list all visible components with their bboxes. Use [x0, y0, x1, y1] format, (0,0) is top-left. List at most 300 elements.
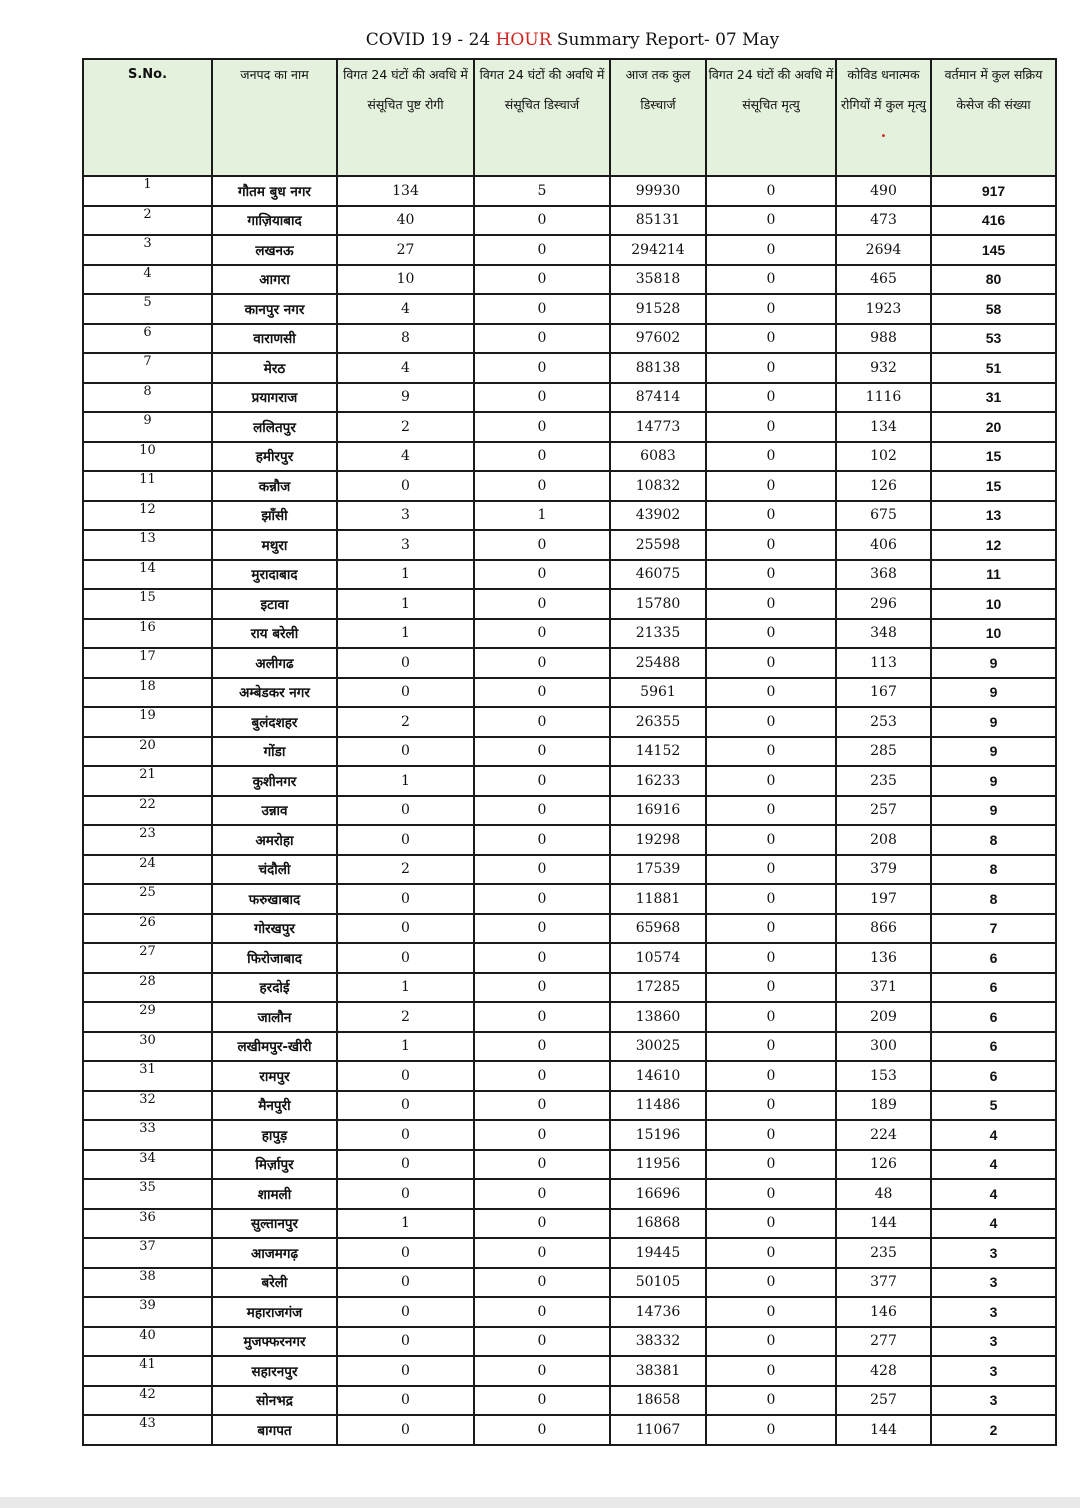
cell-total-discharge: 17539: [610, 855, 706, 885]
cell-new-deaths: 0: [706, 707, 836, 737]
cell-active: 12: [931, 530, 1056, 560]
cell-new-deaths: 0: [706, 501, 836, 531]
cell-sno: 22: [83, 796, 212, 826]
table-row: [83, 766, 1056, 796]
cell-district: वाराणसी: [212, 324, 337, 354]
cell-total-deaths: 146: [836, 1297, 931, 1327]
cell-active: 9: [931, 678, 1056, 708]
cell-district: महाराजगंज: [212, 1297, 337, 1327]
cell-new-discharge: 0: [474, 884, 610, 914]
cell-total-deaths: 1923: [836, 294, 931, 324]
cell-new-positive: 0: [337, 1386, 474, 1416]
cell-total-deaths: 113: [836, 648, 931, 678]
cell-new-deaths: 0: [706, 412, 836, 442]
cell-district: आगरा: [212, 265, 337, 295]
cell-active: 15: [931, 471, 1056, 501]
cell-total-discharge: 19445: [610, 1238, 706, 1268]
cell-new-discharge: 0: [474, 560, 610, 590]
cell-new-positive: 1: [337, 973, 474, 1003]
table-row: [83, 1002, 1056, 1032]
cell-total-deaths: 126: [836, 471, 931, 501]
cell-district: गाज़ियाबाद: [212, 206, 337, 236]
col-header-total-deaths: [836, 59, 931, 176]
cell-total-discharge: 16868: [610, 1209, 706, 1239]
cell-total-deaths: 490: [836, 176, 931, 206]
cell-new-positive: 0: [337, 1179, 474, 1209]
cell-total-discharge: 65968: [610, 914, 706, 944]
cell-new-positive: 0: [337, 1150, 474, 1180]
cell-sno: 36: [83, 1209, 212, 1239]
cell-new-discharge: 0: [474, 1179, 610, 1209]
cell-new-deaths: 0: [706, 884, 836, 914]
cell-sno: 33: [83, 1120, 212, 1150]
cell-district: सहारनपुर: [212, 1356, 337, 1386]
cell-new-deaths: 0: [706, 1238, 836, 1268]
cell-district: गौतम बुध नगर: [212, 176, 337, 206]
table-row: [83, 471, 1056, 501]
cell-new-positive: 0: [337, 1268, 474, 1298]
cell-total-deaths: 126: [836, 1150, 931, 1180]
cell-new-deaths: 0: [706, 619, 836, 649]
cell-sno: 42: [83, 1386, 212, 1416]
cell-district: मेरठ: [212, 353, 337, 383]
cell-active: 15: [931, 442, 1056, 472]
cell-sno: 10: [83, 442, 212, 472]
cell-new-positive: 2: [337, 707, 474, 737]
cell-total-deaths: 102: [836, 442, 931, 472]
cell-new-discharge: 0: [474, 383, 610, 413]
cell-new-positive: 0: [337, 1238, 474, 1268]
col-header-active: वर्तमान में कुल सक्रिय केसेज की संख्या: [931, 59, 1056, 176]
table-row: [83, 914, 1056, 944]
cell-total-discharge: 15196: [610, 1120, 706, 1150]
table-row: [83, 176, 1056, 206]
cell-total-discharge: 10832: [610, 471, 706, 501]
cell-total-discharge: 88138: [610, 353, 706, 383]
cell-new-deaths: 0: [706, 766, 836, 796]
cell-district: आजमगढ़: [212, 1238, 337, 1268]
table-row: [83, 324, 1056, 354]
cell-total-deaths: 189: [836, 1091, 931, 1121]
cell-total-discharge: 21335: [610, 619, 706, 649]
cell-total-deaths: 257: [836, 1386, 931, 1416]
cell-total-deaths: 300: [836, 1032, 931, 1062]
cell-new-positive: 3: [337, 530, 474, 560]
cell-total-deaths: 209: [836, 1002, 931, 1032]
cell-total-discharge: 14152: [610, 737, 706, 767]
cell-total-deaths: 235: [836, 766, 931, 796]
cell-sno: 9: [83, 412, 212, 442]
cell-active: 10: [931, 619, 1056, 649]
table-row: [83, 1150, 1056, 1180]
cell-total-deaths: 296: [836, 589, 931, 619]
cell-new-discharge: 0: [474, 206, 610, 236]
cell-sno: 12: [83, 501, 212, 531]
cell-new-deaths: 0: [706, 1179, 836, 1209]
cell-new-deaths: 0: [706, 914, 836, 944]
cell-total-discharge: 99930: [610, 176, 706, 206]
cell-new-positive: 0: [337, 1120, 474, 1150]
table-row: [83, 796, 1056, 826]
cell-new-discharge: 0: [474, 530, 610, 560]
cell-total-deaths: 866: [836, 914, 931, 944]
cell-district: अलीगढ: [212, 648, 337, 678]
cell-new-deaths: 0: [706, 206, 836, 236]
col-header-new-deaths: विगत 24 घंटों की अवधि में संसूचित मृत्यु: [706, 59, 836, 176]
cell-total-deaths: 348: [836, 619, 931, 649]
cell-new-discharge: 0: [474, 412, 610, 442]
cell-new-deaths: 0: [706, 1150, 836, 1180]
cell-total-deaths: 277: [836, 1327, 931, 1357]
table-row: [83, 1061, 1056, 1091]
cell-district: अमरोहा: [212, 825, 337, 855]
cell-district: मिर्ज़ापुर: [212, 1150, 337, 1180]
cell-district: मैनपुरी: [212, 1091, 337, 1121]
cell-active: 3: [931, 1297, 1056, 1327]
cell-total-discharge: 38381: [610, 1356, 706, 1386]
cell-district: मुरादाबाद: [212, 560, 337, 590]
cell-sno: 25: [83, 884, 212, 914]
cell-new-discharge: 0: [474, 766, 610, 796]
cell-total-discharge: 97602: [610, 324, 706, 354]
table-row: [83, 707, 1056, 737]
table-body: [83, 176, 1056, 1445]
cell-sno: 17: [83, 648, 212, 678]
cell-active: 8: [931, 884, 1056, 914]
cell-sno: 24: [83, 855, 212, 885]
col-header-sno: S.No.: [83, 59, 212, 176]
table-row: [83, 1238, 1056, 1268]
cell-district: हापुड़: [212, 1120, 337, 1150]
cell-total-discharge: 10574: [610, 943, 706, 973]
cell-new-deaths: 0: [706, 943, 836, 973]
cell-active: 8: [931, 855, 1056, 885]
cell-total-discharge: 35818: [610, 265, 706, 295]
cell-active: 51: [931, 353, 1056, 383]
cell-sno: 5: [83, 294, 212, 324]
cell-sno: 7: [83, 353, 212, 383]
cell-active: 3: [931, 1238, 1056, 1268]
cell-sno: 2: [83, 206, 212, 236]
cell-total-discharge: 87414: [610, 383, 706, 413]
cell-new-deaths: 0: [706, 176, 836, 206]
cell-sno: 16: [83, 619, 212, 649]
cell-district: गोंडा: [212, 737, 337, 767]
cell-total-deaths: 473: [836, 206, 931, 236]
cell-total-deaths: 932: [836, 353, 931, 383]
cell-new-deaths: 0: [706, 1061, 836, 1091]
cell-active: 6: [931, 1032, 1056, 1062]
table-row: [83, 1032, 1056, 1062]
cell-total-deaths: 285: [836, 737, 931, 767]
cell-new-discharge: 0: [474, 1297, 610, 1327]
cell-active: 4: [931, 1209, 1056, 1239]
table-row: [83, 1297, 1056, 1327]
cell-new-discharge: 0: [474, 737, 610, 767]
cell-new-discharge: 0: [474, 943, 610, 973]
cell-sno: 11: [83, 471, 212, 501]
bullet-mark: •: [880, 131, 887, 142]
table-row: [83, 294, 1056, 324]
cell-total-discharge: 46075: [610, 560, 706, 590]
cell-new-discharge: 0: [474, 353, 610, 383]
cell-district: राय बरेली: [212, 619, 337, 649]
cell-sno: 3: [83, 235, 212, 265]
cell-total-deaths: 197: [836, 884, 931, 914]
cell-sno: 41: [83, 1356, 212, 1386]
header-row: [83, 59, 1056, 176]
table-row: [83, 1120, 1056, 1150]
cell-new-deaths: 0: [706, 235, 836, 265]
cell-new-positive: 0: [337, 471, 474, 501]
cell-total-discharge: 15780: [610, 589, 706, 619]
cell-active: 3: [931, 1356, 1056, 1386]
table-row: [83, 737, 1056, 767]
cell-new-discharge: 0: [474, 589, 610, 619]
cell-new-positive: 0: [337, 796, 474, 826]
summary-table: [82, 58, 1057, 1446]
cell-total-discharge: 91528: [610, 294, 706, 324]
cell-new-positive: 134: [337, 176, 474, 206]
cell-active: 3: [931, 1327, 1056, 1357]
cell-sno: 29: [83, 1002, 212, 1032]
col-header-new-positive: विगत 24 घंटों की अवधि में संसूचित पुष्ट रोगी: [337, 59, 474, 176]
cell-total-deaths: 1116: [836, 383, 931, 413]
cell-active: 80: [931, 265, 1056, 295]
cell-district: लखनऊ: [212, 235, 337, 265]
cell-district: फरुखाबाद: [212, 884, 337, 914]
cell-active: 20: [931, 412, 1056, 442]
table-row: [83, 442, 1056, 472]
col-header-total-discharge: आज तक कुल डिस्चार्ज: [610, 59, 706, 176]
cell-total-deaths: 406: [836, 530, 931, 560]
table-row: [83, 825, 1056, 855]
cell-total-deaths: 2694: [836, 235, 931, 265]
cell-new-deaths: 0: [706, 825, 836, 855]
cell-district: लखीमपुर-खीरी: [212, 1032, 337, 1062]
cell-total-deaths: 48: [836, 1179, 931, 1209]
cell-new-deaths: 0: [706, 353, 836, 383]
cell-total-discharge: 14736: [610, 1297, 706, 1327]
cell-sno: 4: [83, 265, 212, 295]
cell-active: 13: [931, 501, 1056, 531]
table-row: [83, 589, 1056, 619]
cell-new-deaths: 0: [706, 1091, 836, 1121]
cell-total-deaths: 675: [836, 501, 931, 531]
table-row: [83, 235, 1056, 265]
cell-sno: 18: [83, 678, 212, 708]
cell-new-deaths: 0: [706, 1120, 836, 1150]
cell-new-discharge: 0: [474, 1209, 610, 1239]
table-row: [83, 1356, 1056, 1386]
cell-new-discharge: 0: [474, 1091, 610, 1121]
cell-new-deaths: 0: [706, 1032, 836, 1062]
cell-total-deaths: 253: [836, 707, 931, 737]
cell-sno: 19: [83, 707, 212, 737]
cell-active: 917: [931, 176, 1056, 206]
cell-sno: 23: [83, 825, 212, 855]
cell-total-deaths: 167: [836, 678, 931, 708]
cell-new-discharge: 0: [474, 1415, 610, 1445]
cell-new-positive: 4: [337, 294, 474, 324]
cell-new-discharge: 0: [474, 471, 610, 501]
cell-total-discharge: 14610: [610, 1061, 706, 1091]
table-row: [83, 560, 1056, 590]
cell-sno: 39: [83, 1297, 212, 1327]
cell-total-discharge: 13860: [610, 1002, 706, 1032]
cell-district: प्रयागराज: [212, 383, 337, 413]
cell-total-discharge: 38332: [610, 1327, 706, 1357]
cell-district: कन्नौज: [212, 471, 337, 501]
cell-district: झाँसी: [212, 501, 337, 531]
cell-total-discharge: 26355: [610, 707, 706, 737]
cell-new-positive: 0: [337, 1415, 474, 1445]
cell-new-deaths: 0: [706, 737, 836, 767]
cell-new-discharge: 0: [474, 855, 610, 885]
cell-new-positive: 1: [337, 1032, 474, 1062]
cell-district: सोनभद्र: [212, 1386, 337, 1416]
cell-district: कानपुर नगर: [212, 294, 337, 324]
cell-new-deaths: 0: [706, 294, 836, 324]
cell-sno: 32: [83, 1091, 212, 1121]
cell-new-deaths: 0: [706, 678, 836, 708]
cell-new-deaths: 0: [706, 1268, 836, 1298]
cell-active: 11: [931, 560, 1056, 590]
cell-new-discharge: 0: [474, 707, 610, 737]
col-header-district: जनपद का नाम: [212, 59, 337, 176]
cell-new-discharge: 0: [474, 1356, 610, 1386]
cell-active: 9: [931, 796, 1056, 826]
cell-new-positive: 27: [337, 235, 474, 265]
cell-new-discharge: 0: [474, 914, 610, 944]
cell-active: 8: [931, 825, 1056, 855]
cell-new-positive: 0: [337, 914, 474, 944]
cell-new-discharge: 0: [474, 235, 610, 265]
cell-new-deaths: 0: [706, 1415, 836, 1445]
cell-new-deaths: 0: [706, 442, 836, 472]
table-row: [83, 1386, 1056, 1416]
table-row: [83, 648, 1056, 678]
cell-district: ललितपुर: [212, 412, 337, 442]
cell-new-discharge: 0: [474, 1268, 610, 1298]
cell-district: गोरखपुर: [212, 914, 337, 944]
cell-new-positive: 40: [337, 206, 474, 236]
cell-new-discharge: 0: [474, 294, 610, 324]
cell-new-discharge: 0: [474, 825, 610, 855]
cell-new-positive: 0: [337, 825, 474, 855]
cell-new-discharge: 0: [474, 648, 610, 678]
cell-active: 6: [931, 1002, 1056, 1032]
table-row: [83, 501, 1056, 531]
cell-new-positive: 0: [337, 1091, 474, 1121]
report-title: [0, 30, 1080, 50]
cell-total-deaths: 224: [836, 1120, 931, 1150]
cell-new-positive: 0: [337, 1327, 474, 1357]
cell-active: 4: [931, 1179, 1056, 1209]
cell-new-discharge: 0: [474, 678, 610, 708]
cell-new-deaths: 0: [706, 383, 836, 413]
cell-new-positive: 0: [337, 678, 474, 708]
cell-active: 9: [931, 707, 1056, 737]
table-row: [83, 619, 1056, 649]
cell-sno: 14: [83, 560, 212, 590]
cell-active: 9: [931, 737, 1056, 767]
cell-active: 31: [931, 383, 1056, 413]
cell-total-discharge: 19298: [610, 825, 706, 855]
cell-active: 4: [931, 1120, 1056, 1150]
cell-active: 3: [931, 1386, 1056, 1416]
cell-total-discharge: 25488: [610, 648, 706, 678]
cell-sno: 13: [83, 530, 212, 560]
cell-new-deaths: 0: [706, 1297, 836, 1327]
title-suffix: Summary Report- 07 May: [551, 30, 780, 50]
cell-total-discharge: 17285: [610, 973, 706, 1003]
table-row: [83, 265, 1056, 295]
table-row: [83, 855, 1056, 885]
cell-total-deaths: 144: [836, 1415, 931, 1445]
cell-new-discharge: 0: [474, 1061, 610, 1091]
cell-active: 7: [931, 914, 1056, 944]
cell-total-deaths: 379: [836, 855, 931, 885]
cell-total-deaths: 988: [836, 324, 931, 354]
cell-district: शामली: [212, 1179, 337, 1209]
cell-sno: 20: [83, 737, 212, 767]
cell-new-discharge: 0: [474, 1238, 610, 1268]
cell-new-deaths: 0: [706, 1209, 836, 1239]
table-row: [83, 943, 1056, 973]
cell-new-positive: 9: [337, 383, 474, 413]
cell-new-positive: 1: [337, 766, 474, 796]
cell-new-discharge: 0: [474, 265, 610, 295]
cell-new-deaths: 0: [706, 265, 836, 295]
cell-new-discharge: 0: [474, 324, 610, 354]
cell-active: 58: [931, 294, 1056, 324]
cell-district: अम्बेडकर नगर: [212, 678, 337, 708]
table-row: [83, 678, 1056, 708]
cell-active: 145: [931, 235, 1056, 265]
cell-new-positive: 3: [337, 501, 474, 531]
cell-total-deaths: 257: [836, 796, 931, 826]
cell-total-discharge: 43902: [610, 501, 706, 531]
cell-sno: 31: [83, 1061, 212, 1091]
col-header-new-discharge: विगत 24 घंटों की अवधि में संसूचित डिस्चार्ज: [474, 59, 610, 176]
cell-sno: 38: [83, 1268, 212, 1298]
cell-new-positive: 8: [337, 324, 474, 354]
cell-new-positive: 0: [337, 1061, 474, 1091]
cell-district: मुजफ्फरनगर: [212, 1327, 337, 1357]
cell-total-deaths: 144: [836, 1209, 931, 1239]
table-row: [83, 530, 1056, 560]
cell-total-deaths: 465: [836, 265, 931, 295]
cell-district: हरदोई: [212, 973, 337, 1003]
cell-new-deaths: 0: [706, 1002, 836, 1032]
cell-sno: 34: [83, 1150, 212, 1180]
cell-new-discharge: 0: [474, 796, 610, 826]
cell-new-positive: 4: [337, 353, 474, 383]
table-row: [83, 973, 1056, 1003]
cell-total-discharge: 16233: [610, 766, 706, 796]
cell-total-deaths: 136: [836, 943, 931, 973]
cell-sno: 35: [83, 1179, 212, 1209]
cell-total-discharge: 11486: [610, 1091, 706, 1121]
cell-district: हमीरपुर: [212, 442, 337, 472]
cell-new-positive: 0: [337, 1356, 474, 1386]
cell-district: बुलंदशहर: [212, 707, 337, 737]
title-prefix: COVID 19 - 24: [365, 30, 496, 50]
cell-new-deaths: 0: [706, 855, 836, 885]
cell-new-deaths: 0: [706, 324, 836, 354]
cell-new-deaths: 0: [706, 1386, 836, 1416]
